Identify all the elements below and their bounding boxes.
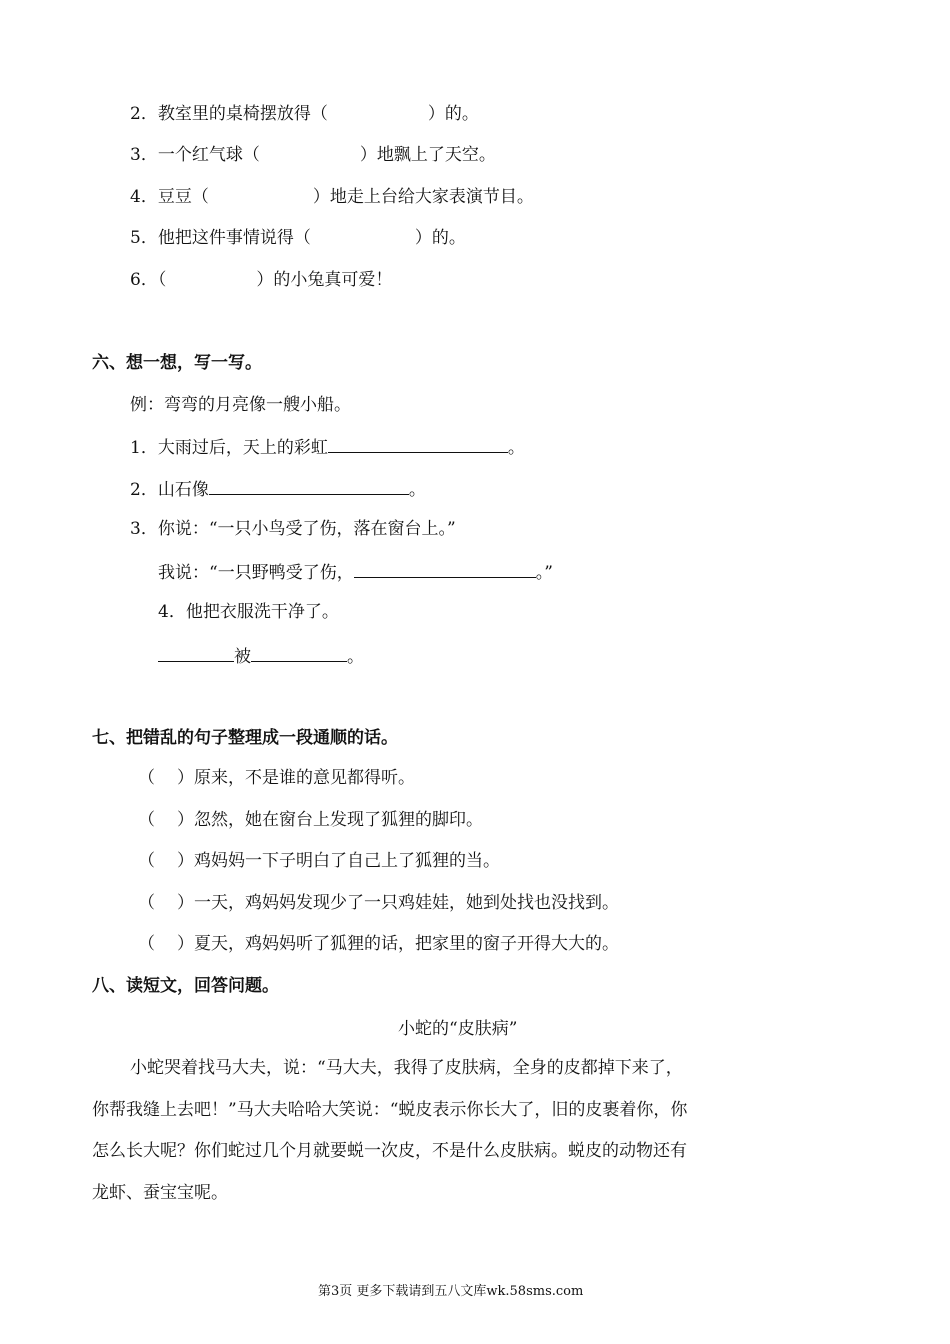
order-paren: ）	[177, 810, 194, 830]
order-paren: （	[138, 851, 155, 871]
fill-item-text: ）地飘上了天空。	[359, 145, 496, 165]
order-paren: （	[138, 893, 155, 913]
fill-item-text: 3．一个红气球（	[130, 145, 260, 165]
order-paren: （	[138, 768, 155, 788]
answer-line[interactable]	[209, 476, 409, 495]
write-item-text: 。	[507, 438, 525, 458]
order-item-text: 夏天，鸡妈妈听了狐狸的话，把家里的窗子开得大大的。	[194, 934, 619, 954]
write-item-text: 。	[347, 647, 364, 667]
order-paren: ）	[177, 934, 194, 954]
order-item-text: 忽然，她在窗台上发现了狐狸的脚印。	[194, 810, 483, 830]
write-item: 3．你说：“一只小鸟受了伤，落在窗台上。”	[130, 519, 456, 539]
order-paren: ）	[177, 768, 194, 788]
order-paren: ）	[177, 893, 194, 913]
fill-item-text: 2．教室里的桌椅摆放得（	[130, 104, 328, 124]
section-heading: 六、想一想，写一写。	[92, 353, 262, 373]
passage-line: 小蛇哭着找马大夫，说：“马大夫，我得了皮肤病，全身的皮都掉下来了，	[130, 1058, 683, 1078]
order-item-text: 一天，鸡妈妈发现少了一只鸡娃娃，她到处找也没找到。	[194, 893, 619, 913]
passage-line: 怎么长大呢？你们蛇过几个月就要蜕一次皮，不是什么皮肤病。蜕皮的动物还有	[92, 1141, 687, 1161]
order-item	[138, 932, 619, 956]
page-footer: 第3页 更多下载请到五八文库wk.58sms.com	[318, 1284, 584, 1299]
order-paren: ）	[177, 851, 194, 871]
fill-item	[130, 268, 392, 292]
passage-line: 龙虾、蚕宝宝呢。	[92, 1183, 228, 1203]
write-item-text: 。	[408, 480, 426, 500]
fill-item-text: ）的。	[414, 228, 466, 248]
fill-item	[130, 143, 496, 167]
answer-line[interactable]	[251, 643, 347, 662]
order-item	[138, 891, 619, 915]
order-item	[138, 766, 415, 790]
fill-item-text: 4．豆豆（	[130, 187, 209, 207]
fill-item-text: ）的小兔真可爱！	[256, 270, 393, 290]
fill-item-text: ）地走上台给大家表演节目。	[312, 187, 534, 207]
section-heading: 八、读短文，回答问题。	[92, 976, 279, 996]
write-item	[130, 434, 525, 460]
order-paren: （	[138, 810, 155, 830]
order-item	[138, 808, 483, 832]
fill-item	[130, 226, 466, 250]
section-heading: 七、把错乱的句子整理成一段通顺的话。	[92, 728, 398, 748]
write-item-text: 。”	[535, 563, 553, 583]
write-item-text: 我说：“一只野鸭受了伤，	[158, 563, 354, 583]
write-item-text: 1．大雨过后，天上的彩虹	[130, 438, 328, 458]
answer-line[interactable]	[354, 559, 536, 578]
answer-line[interactable]	[158, 643, 234, 662]
write-item: 4．他把衣服洗干净了。	[158, 602, 339, 622]
write-item	[130, 476, 426, 502]
fill-item-text: 6．（	[130, 270, 167, 290]
order-item-text: 鸡妈妈一下子明白了自己上了狐狸的当。	[194, 851, 500, 871]
answer-line[interactable]	[328, 434, 508, 453]
example-sentence: 例：弯弯的月亮像一艘小船。	[130, 395, 351, 415]
passage-title: 小蛇的“皮肤病”	[398, 1019, 518, 1039]
fill-item-text: ）的。	[427, 104, 479, 124]
fill-item	[130, 185, 534, 209]
write-item-text: 被	[234, 647, 251, 667]
fill-item	[130, 102, 479, 126]
order-item-text: 原来，不是谁的意见都得听。	[194, 768, 415, 788]
write-item-text: 2．山石像	[130, 480, 209, 500]
write-item	[158, 559, 553, 585]
fill-item-text: 5．他把这件事情说得（	[130, 228, 311, 248]
order-item	[138, 849, 500, 873]
order-paren: （	[138, 934, 155, 954]
write-item	[158, 643, 364, 669]
passage-line: 你帮我缝上去吧！”马大夫哈哈大笑说：“蜕皮表示你长大了，旧的皮裹着你，你	[92, 1100, 688, 1120]
